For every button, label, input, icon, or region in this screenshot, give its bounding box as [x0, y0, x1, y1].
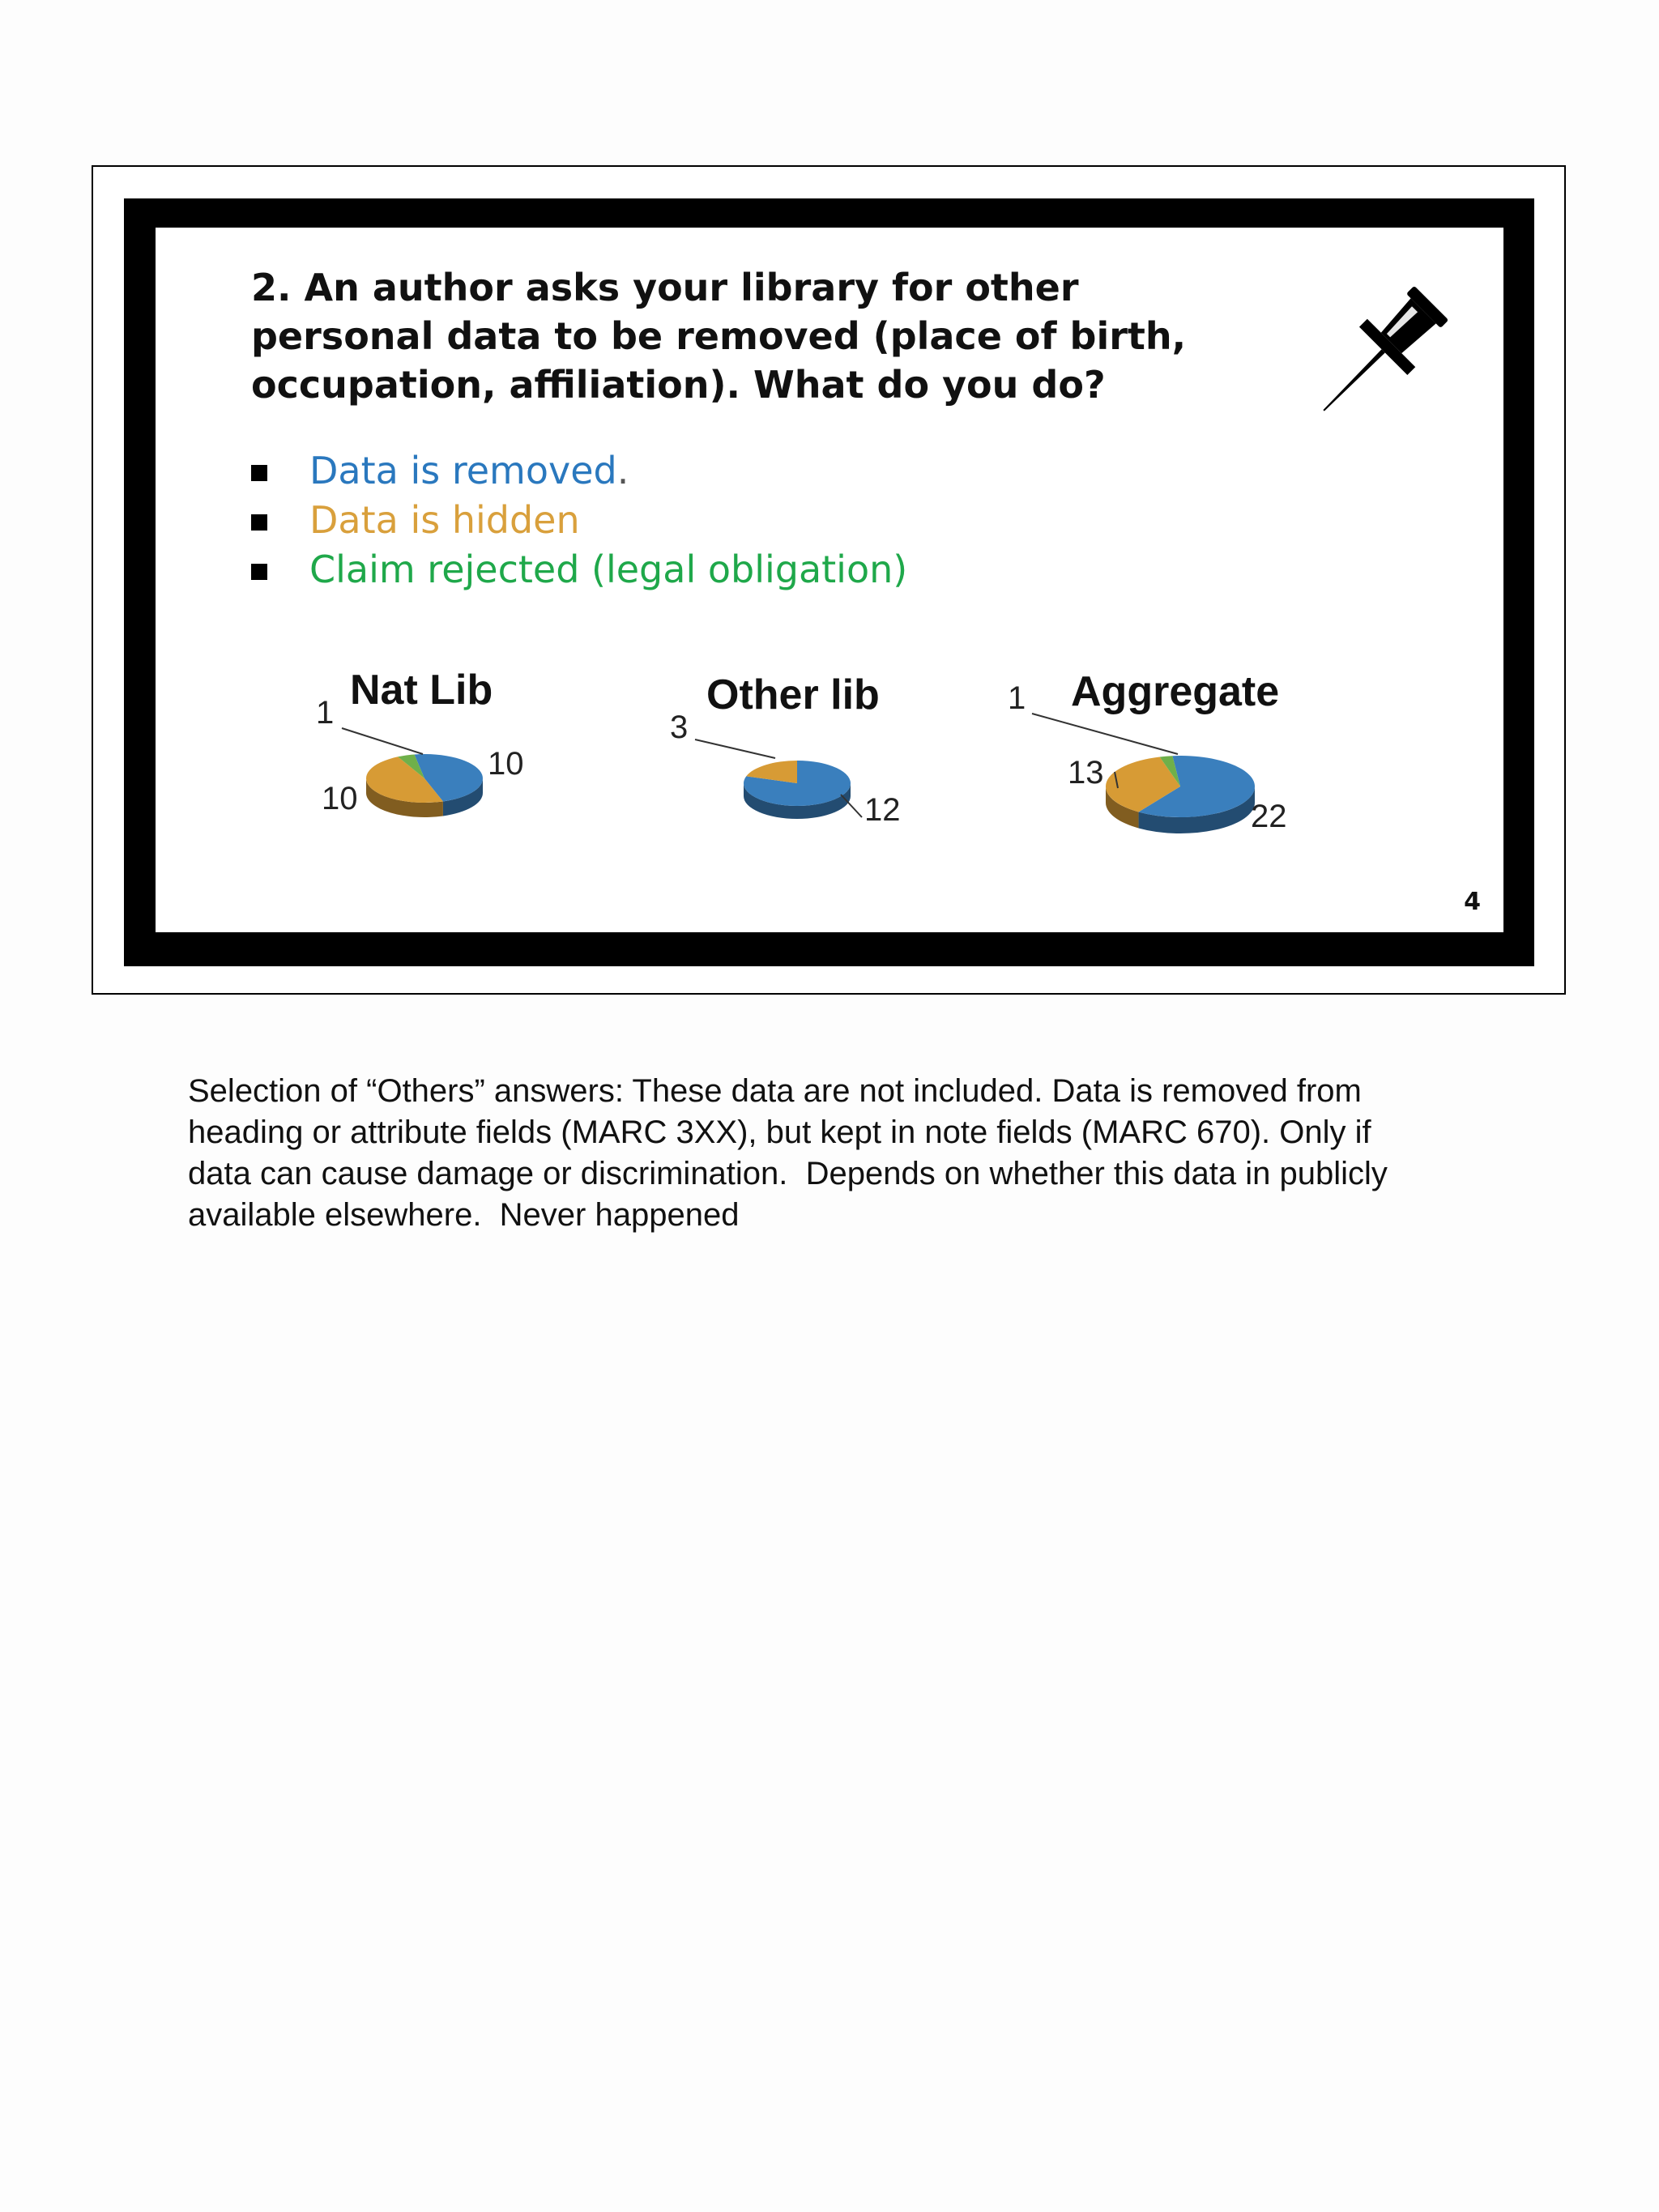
pie-other-lib [670, 710, 901, 828]
chart-title-nat-lib: Nat Lib [350, 667, 493, 714]
data-label: 10 [322, 781, 358, 816]
data-label: 1 [1008, 680, 1026, 716]
chart-title-other-lib: Other lib [706, 671, 880, 718]
slide [156, 228, 1503, 932]
speaker-notes: Selection of “Others” answers: These data are not included. Data is removed from heading or attribute fields (MARC 3XX), but kept in note fields (MARC 670). Only if data can cause damage or discrimination. Depends on whether this data in publicly available elsewhere. Never happened [188, 1073, 1388, 1233]
data-label: 22 [1251, 799, 1287, 834]
option-label: Claim rejected (legal obligation) [309, 548, 908, 591]
data-label: 1 [316, 695, 335, 731]
pie-charts [156, 228, 1503, 932]
page-number: 4 [1464, 888, 1481, 916]
data-label: 3 [670, 710, 689, 745]
data-label: 12 [864, 792, 901, 828]
leader-line [695, 739, 775, 758]
data-label: 13 [1068, 755, 1104, 791]
leader-line [342, 728, 423, 754]
data-label: 10 [488, 746, 524, 782]
slide-question: 2. An author asks your library for other personal data to be removed (place of birth, occupation, affiliation). What do you do? [251, 266, 1187, 407]
chart-title-aggregate: Aggregate [1071, 668, 1280, 715]
option-trail: . [616, 449, 629, 492]
option-label: Data is removed [309, 449, 617, 492]
option-label: Data is hidden [309, 498, 580, 542]
leader-line [1032, 714, 1178, 754]
